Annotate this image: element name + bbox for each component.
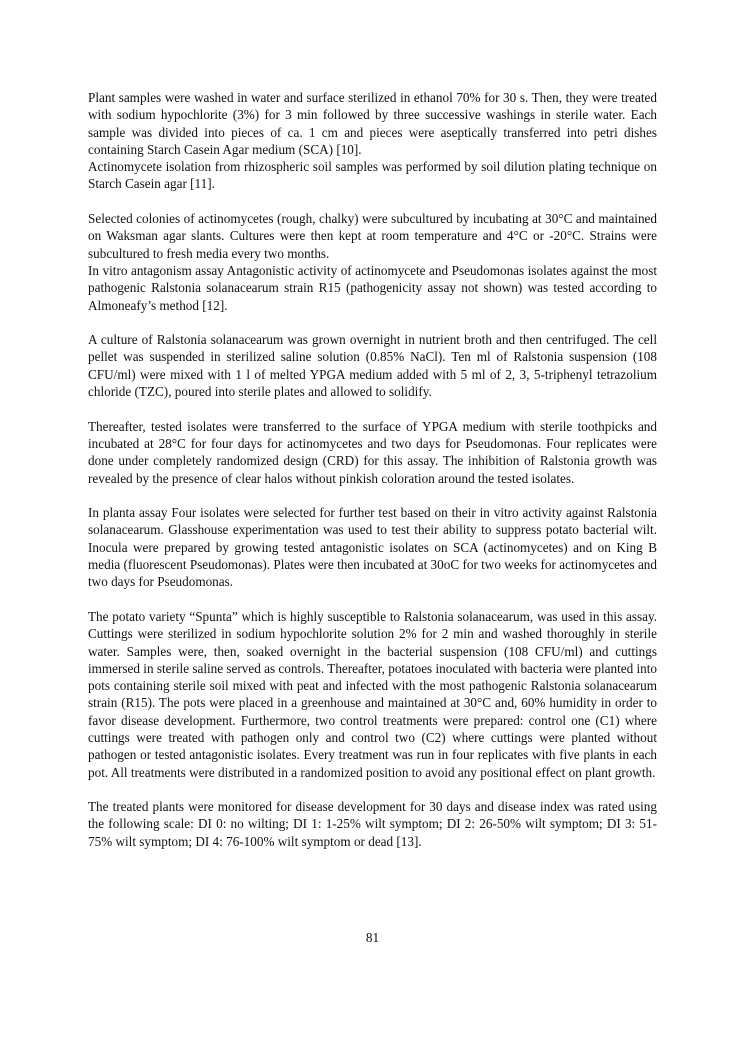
paragraph-subculture: Selected colonies of actinomycetes (rough, chalky) were subcultured by incubating at 30°C and maintained on Waksman agar slants. Cultures were then kept at room temperature and 4°C or -20°C. Strains were subcultured to fresh media every two months.	[88, 211, 657, 261]
page-number: 81	[365, 930, 380, 945]
paragraph-ralstonia-culture: A culture of Ralstonia solanacearum was grown overnight in nutrient broth and then centrifuged. The cell pellet was suspended in sterilized saline solution (0.85% NaCl). Ten ml of Ralstonia suspension (108 CFU/ml) were mixed with 1 l of melted YPGA medium added with 5 ml of 2, 3, 5-triphenyl tetrazolium chloride (TZC), poured into sterile plates and allowed to solidify.	[88, 332, 657, 400]
document-body	[88, 89, 657, 850]
paragraph-isolate-transfer: Thereafter, tested isolates were transferred to the surface of YPGA medium with sterile toothpicks and incubated at 28°C for four days for actinomycetes and two days for Pseudomonas. Four replicates were done under completely randomized design (CRD) for this assay. The inhibition of Ralstonia growth was revealed by the presence of clear halos without pinkish coloration around the tested isolates.	[88, 418, 657, 486]
paragraph-in-planta-assay: In planta assay Four isolates were selected for further test based on their in vitro activity against Ralstonia solanacearum. Glasshouse experimentation was used to test their ability to suppress potato bacterial wilt. Inocula were prepared by growing tested antagonistic isolates on SCA (actinomycetes) and on King B media (fluorescent Pseudomonas). Plates were then incubated at 30oC for two weeks for actinomycetes and two days for Pseudomonas.	[88, 505, 657, 590]
paragraph-disease-index: The treated plants were monitored for disease development for 30 days and disease index was rated using the following scale: DI 0: no wilting; DI 1: 1-25% wilt symptom; DI 2: 26-50% wilt symptom; DI 3: 51-75% wilt symptom; DI 4: 76-100% wilt symptom or dead [13].	[88, 799, 657, 849]
paragraph-potato-variety: The potato variety “Spunta” which is highly susceptible to Ralstonia solanacearum, was used in this assay. Cuttings were sterilized in sodium hypochlorite solution 2% for 2 min and washed thoroughly in sterile water. Samples were, then, soaked overnight in the bacterial suspension (108 CFU/ml) and cuttings immersed in sterile saline served as controls. Thereafter, potatoes inoculated with bacteria were planted into pots containing sterile soil mixed with peat and infected with the most pathogenic Ralstonia solanacearum strain (R15). The pots were placed in a greenhouse and maintained at 30°C and, 60% humidity in order to favor disease development. Furthermore, two control treatments were prepared: control one (C1) where cuttings were treated with pathogen only and control two (C2) where cuttings were planted without pathogen or tested antagonistic isolates. Every treatment was run in four replicates with five plants in each pot. All treatments were distributed in a randomized position to avoid any positional effect on plant growth.	[88, 608, 658, 780]
paragraph-in-vitro-assay: In vitro antagonism assay Antagonistic activity of actinomycete and Pseudomonas isolates against the most pathogenic Ralstonia solanacearum strain R15 (pathogenicity assay not shown) was tested according to Almoneafy’s method [12].	[88, 262, 657, 313]
paragraph-sample-sterilization: Plant samples were washed in water and surface sterilized in ethanol 70% for 30 s. Then, they were treated with sodium hypochlorite (3%) for 3 min followed by three successive washings in sterile water. Each sample was divided into pieces of ca. 1 cm and pieces were aseptically transferred into petri dishes containing Starch Casein Agar medium (SCA) [10].	[88, 90, 657, 157]
paragraph-actinomycete-isolation: Actinomycete isolation from rhizospheric soil samples was performed by soil dilution plating technique on Starch Casein agar [11].	[88, 159, 657, 192]
